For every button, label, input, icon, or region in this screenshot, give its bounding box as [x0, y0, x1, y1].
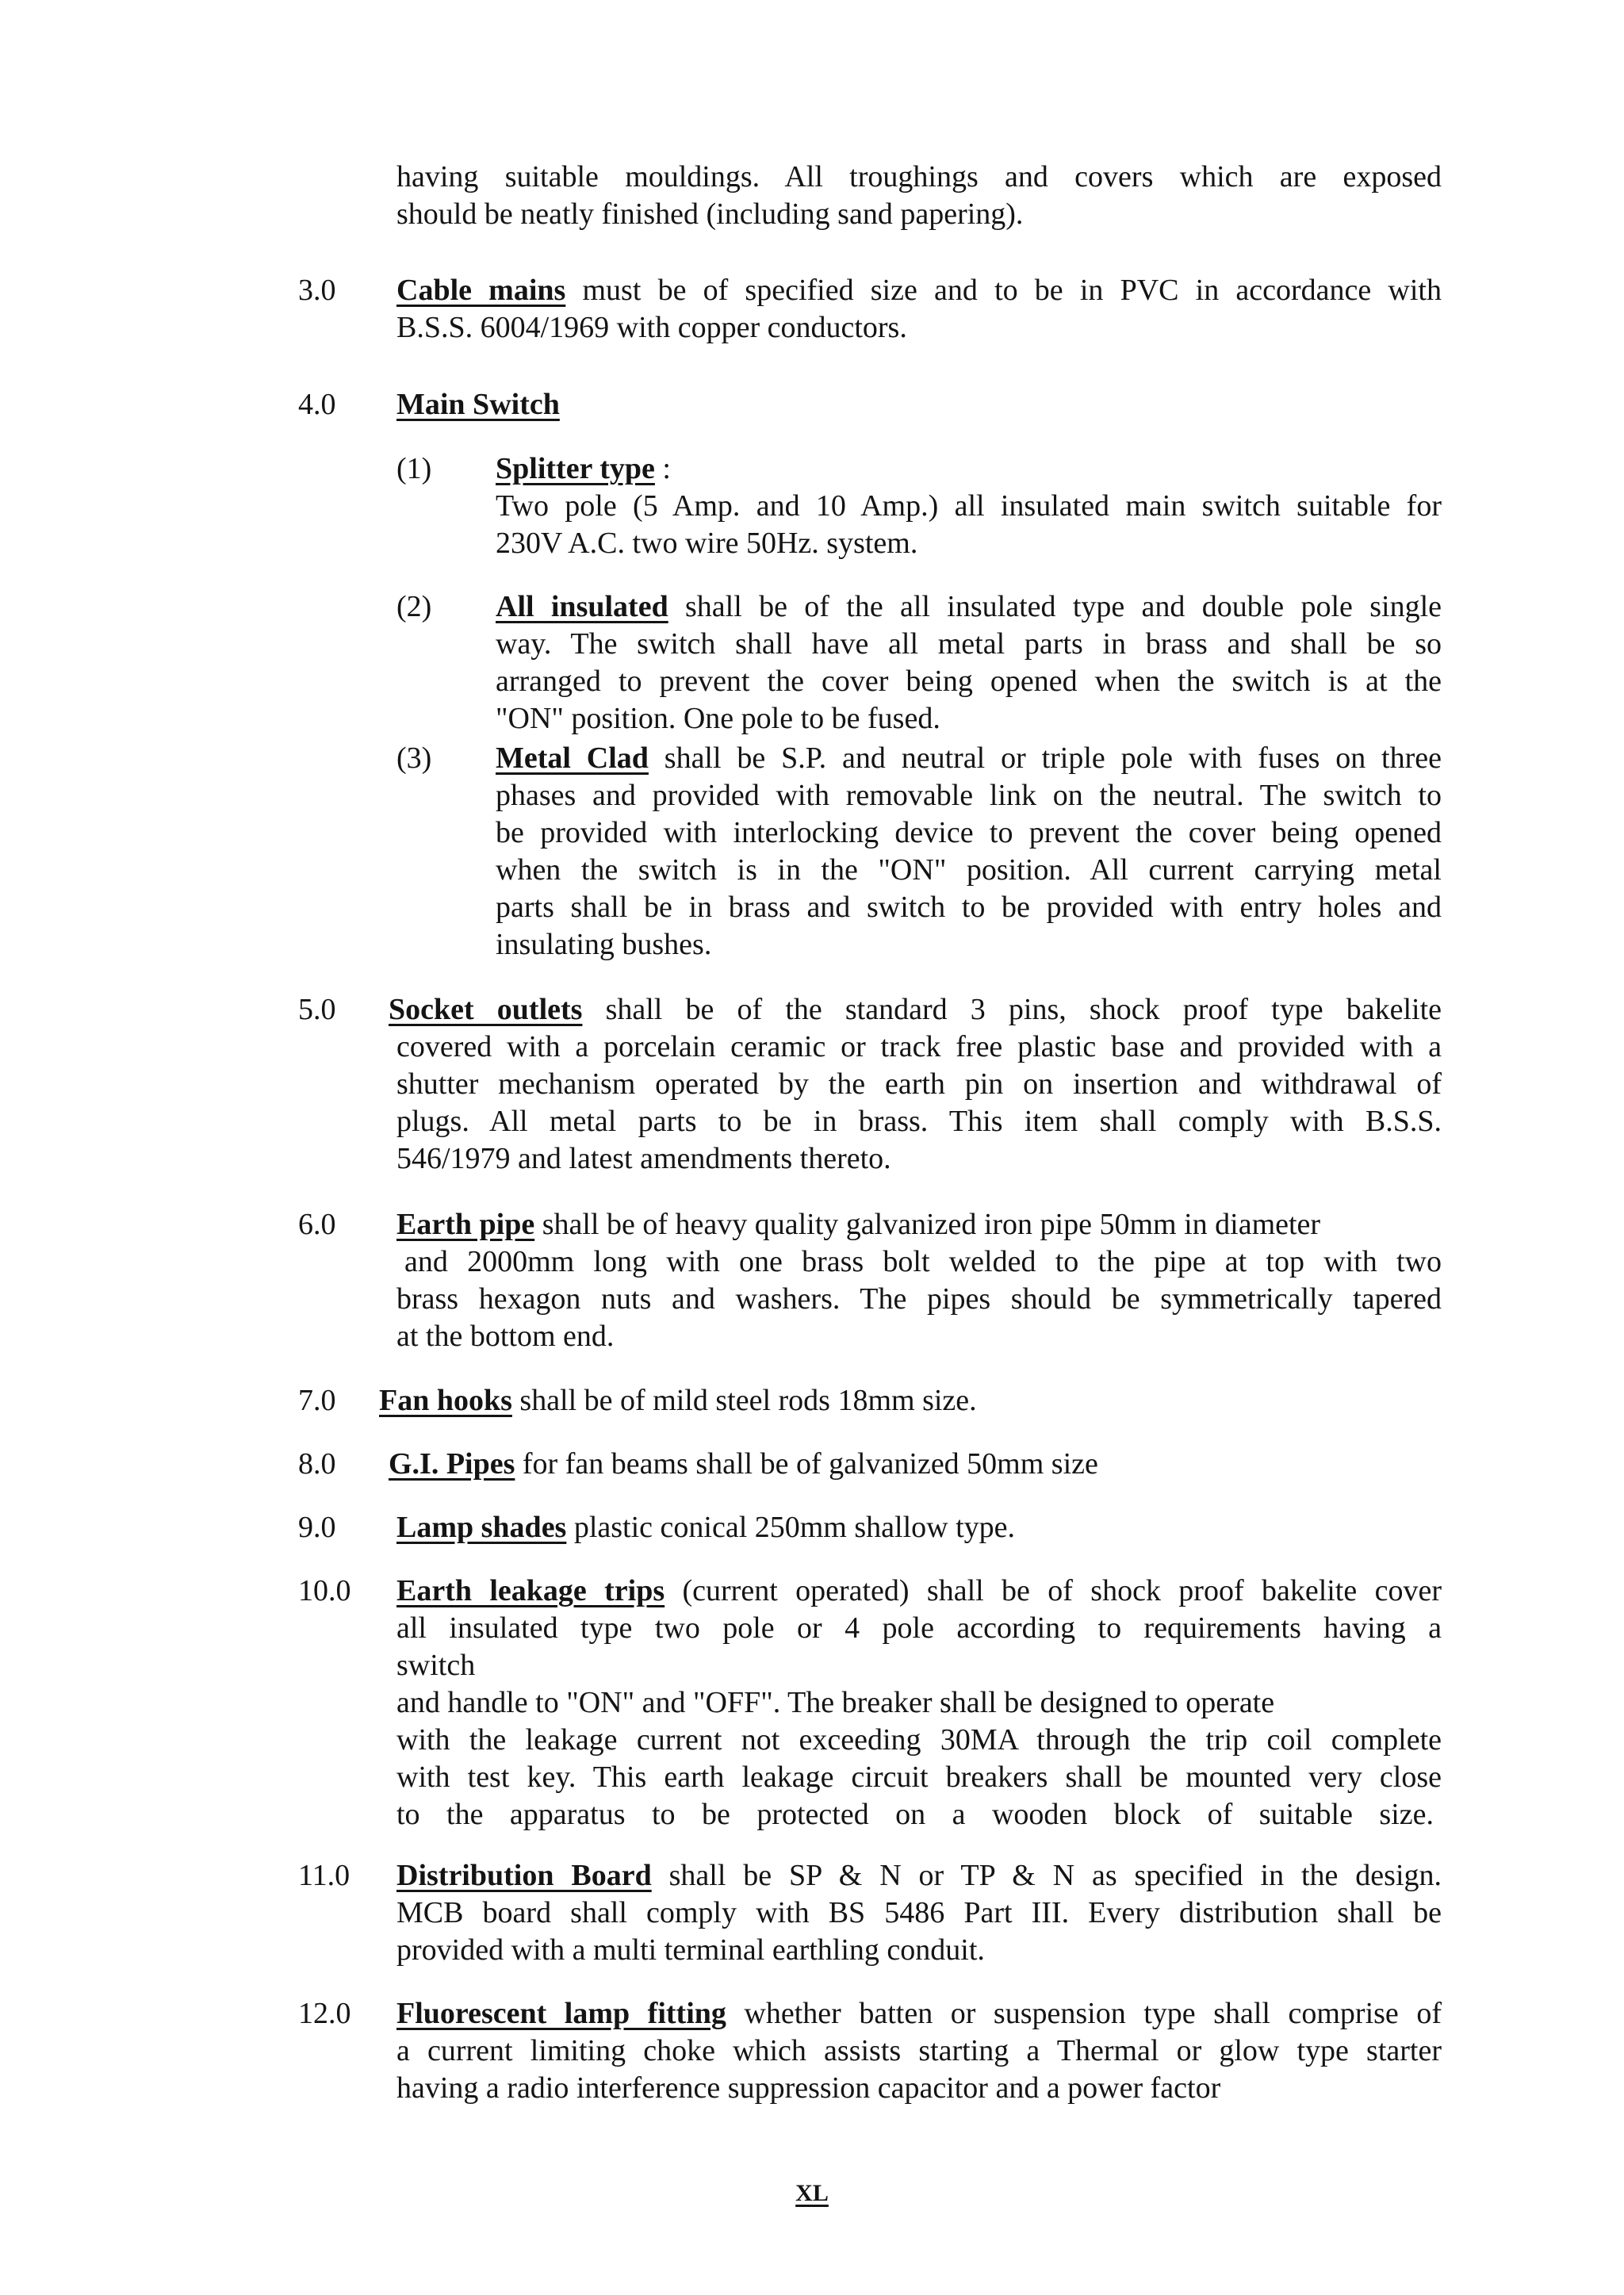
section-earth-leakage-trips [396, 1573, 1442, 1833]
subsection-term: Metal Clad [496, 741, 649, 775]
subsection-number: (1) [396, 452, 432, 485]
subsection-number: (3) [396, 741, 432, 775]
section-line: B.S.S. 6004/1969 with copper conductors. [396, 311, 907, 344]
subsection-text: shall be S.P. and neutral or triple pole with fuses on three [648, 741, 1442, 775]
subsection-term: All insulated [496, 590, 668, 623]
section-socket-outlets [389, 991, 1442, 1178]
section-term: Main Switch [396, 388, 560, 421]
section-line: at the bottom end. [396, 1320, 615, 1353]
section-line: having a radio interference suppression capacitor and a power factor [396, 2071, 1221, 2105]
subsection-line: 230V A.C. two wire 50Hz. system. [496, 527, 918, 560]
section-text: (current operated) shall be of shock proof bakelite cover [665, 1574, 1442, 1607]
section-number: 6.0 [298, 1208, 336, 1241]
section-line: 546/1979 and latest amendments thereto. [396, 1142, 891, 1175]
section-line: a current limiting choke which assists starting a Thermal or glow type starter [396, 2034, 1442, 2067]
section-number: 7.0 [298, 1384, 336, 1417]
section-number: 12.0 [298, 1997, 351, 2030]
subsection-number: (2) [396, 590, 432, 623]
intro-line: having suitable mouldings. All troughings and covers which are exposed [396, 160, 1442, 193]
section-distribution-board [396, 1857, 1442, 1969]
section-text: shall be SP & N or TP & N as specified in the design. [651, 1859, 1442, 1892]
section-line: with the leakage current not exceeding 30MA through the trip coil complete [396, 1723, 1442, 1757]
section-lamp-shades [396, 1509, 1442, 1546]
intro-line: should be neatly finished (including sand papering). [396, 197, 1024, 231]
section-line: MCB board shall comply with BS 5486 Part III. Every distribution shall be [396, 1896, 1442, 1929]
section-text: shall be of heavy quality galvanized iron pipe 50mm in diameter [534, 1208, 1321, 1241]
subsection-line: way. The switch shall have all metal parts in brass and shall be so [496, 627, 1442, 661]
subsection-line: when the switch is in the "ON" position. All current carrying metal [496, 853, 1442, 887]
section-line: and handle to "ON" and "OFF". The breaker shall be designed to operate [396, 1686, 1275, 1719]
section-term: Fan hooks [379, 1384, 512, 1417]
section-earth-pipe [396, 1206, 1442, 1355]
section-line: and 2000mm long with one brass bolt welded to the pipe at top with two [404, 1245, 1442, 1278]
section-number: 11.0 [298, 1859, 350, 1892]
section-term: Distribution Board [396, 1859, 652, 1892]
subsection-all-insulated [496, 588, 1442, 738]
section-text: must be of specified size and to be in PVC in accordance with [565, 274, 1442, 307]
section-line: plugs. All metal parts to be in brass. This item shall comply with B.S.S. [396, 1105, 1442, 1138]
subsection-metal-clad [496, 740, 1442, 964]
section-term: Socket outlets [389, 993, 583, 1026]
section-fan-hooks [379, 1382, 1442, 1420]
subsection-line: "ON" position. One pole to be fused. [496, 702, 940, 735]
section-number: 4.0 [298, 388, 336, 421]
section-line: provided with a multi terminal earthling conduit. [396, 1933, 985, 1967]
subsection-text: shall be of the all insulated type and double pole single [668, 590, 1442, 623]
section-fluorescent-lamp-fitting [396, 1995, 1442, 2107]
section-term: Cable mains [396, 274, 566, 307]
section-line: covered with a porcelain ceramic or track free plastic base and provided with a [396, 1030, 1442, 1063]
subsection-line: Two pole (5 Amp. and 10 Amp.) all insulated main switch suitable for [496, 489, 1442, 523]
section-term: Lamp shades [396, 1511, 567, 1544]
section-line: brass hexagon nuts and washers. The pipes should be symmetrically tapered [396, 1282, 1442, 1316]
section-line: switch [396, 1649, 476, 1682]
section-text: shall be of mild steel rods 18mm size. [511, 1384, 977, 1417]
page-number: XL [795, 2180, 829, 2206]
section-term: Earth pipe [396, 1208, 535, 1241]
section-line: with test key. This earth leakage circuit breakers shall be mounted very close [396, 1761, 1442, 1794]
section-line: all insulated type two pole or 4 pole according to requirements having a [396, 1611, 1442, 1645]
section-text: for fan beams shall be of galvanized 50mm size [515, 1447, 1098, 1481]
section-text: whether batten or suspension type shall comprise of [726, 1997, 1442, 2030]
section-gi-pipes [389, 1446, 1442, 1483]
section-term: Fluorescent lamp fitting [396, 1997, 726, 2030]
subsection-line: be provided with interlocking device to prevent the cover being opened [496, 816, 1442, 849]
intro-paragraph [396, 159, 1442, 233]
section-text: shall be of the standard 3 pins, shock proof type bakelite [582, 993, 1442, 1026]
section-cable-mains [396, 272, 1442, 347]
section-term: Earth leakage trips [396, 1574, 665, 1607]
section-number: 5.0 [298, 993, 336, 1026]
subsection-line: insulating bushes. [496, 928, 712, 961]
section-line: to the apparatus to be protected on a wooden block of suitable size. [396, 1798, 1434, 1831]
section-main-switch [396, 386, 1442, 423]
section-term: G.I. Pipes [389, 1447, 515, 1481]
section-text: plastic conical 250mm shallow type. [566, 1511, 1016, 1544]
subsection-text: : [654, 452, 671, 485]
section-number: 9.0 [298, 1511, 336, 1544]
subsection-line: phases and provided with removable link on the neutral. The switch to [496, 779, 1442, 812]
subsection-splitter-type [496, 450, 1442, 562]
subsection-line: parts shall be in brass and switch to be provided with entry holes and [496, 891, 1442, 924]
section-number: 3.0 [298, 274, 336, 307]
subsection-line: arranged to prevent the cover being opened when the switch is at the [496, 665, 1442, 698]
subsection-term: Splitter type [496, 452, 655, 485]
section-number: 10.0 [298, 1574, 351, 1607]
section-number: 8.0 [298, 1447, 336, 1481]
section-line: shutter mechanism operated by the earth pin on insertion and withdrawal of [396, 1067, 1442, 1101]
